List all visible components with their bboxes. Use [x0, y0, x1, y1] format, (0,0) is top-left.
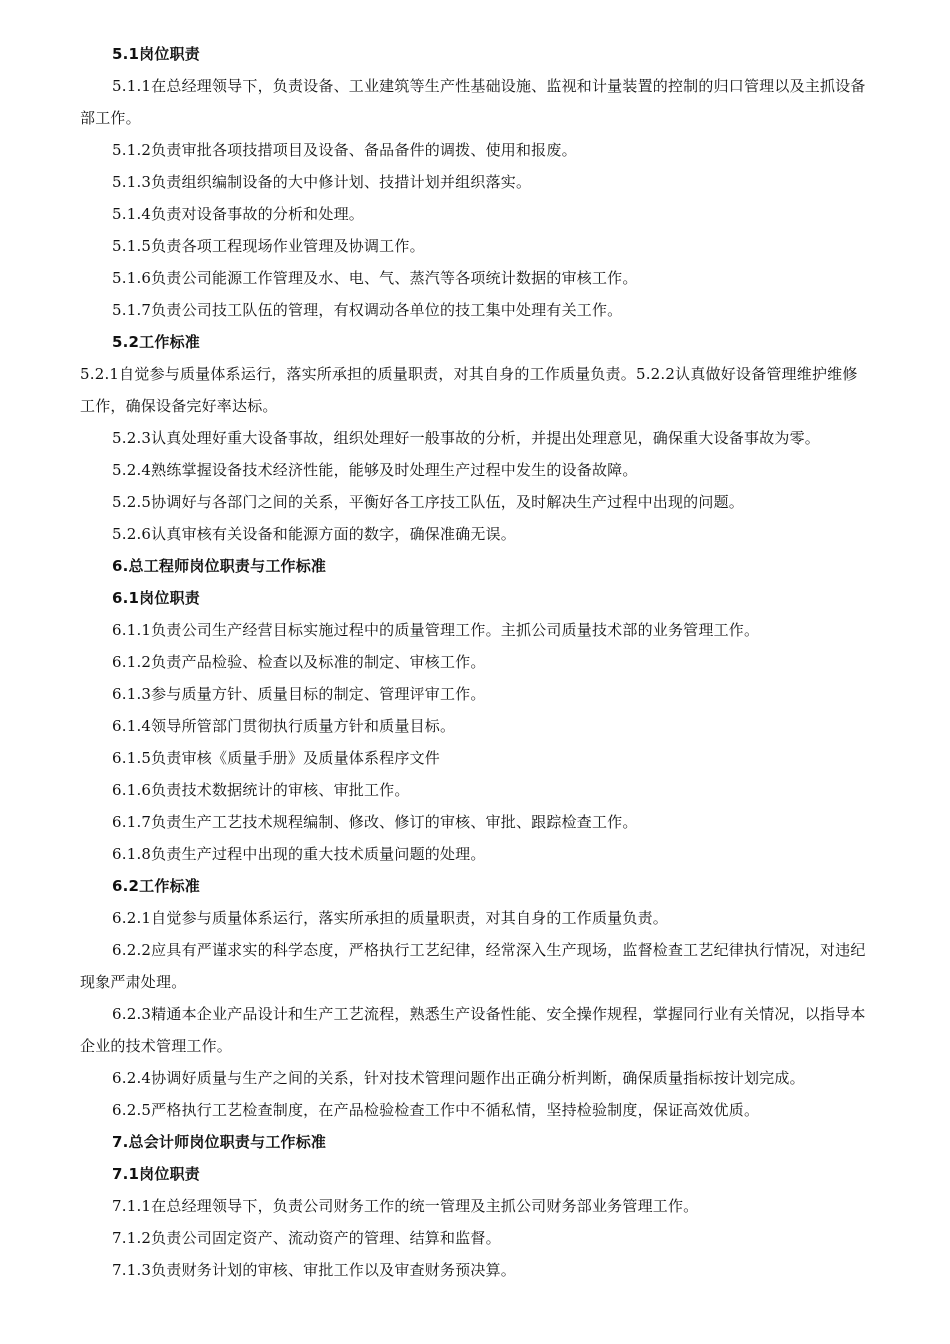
- paragraph: 6.2.2应具有严谨求实的科学态度，严格执行工艺纪律，经常深入生产现场，监督检查工艺纪律执行情况，对违纪现象严肃处理。: [80, 941, 866, 991]
- paragraph: 6.1.5负责审核《质量手册》及质量体系程序文件: [112, 749, 440, 767]
- paragraph: 5.1.4负责对设备事故的分析和处理。: [112, 205, 364, 223]
- paragraph: 6.2.3精通本企业产品设计和生产工艺流程，熟悉生产设备性能、安全操作规程，掌握同行业有关情况，以指导本企业的技术管理工作。: [80, 1005, 866, 1055]
- paragraph: 7.1.3负责财务计划的审核、审批工作以及审查财务预决算。: [112, 1261, 516, 1279]
- paragraph: 6.1.7负责生产工艺技术规程编制、修改、修订的审核、审批、跟踪检查工作。: [112, 813, 638, 831]
- paragraph: 5.1.5负责各项工程现场作业管理及协调工作。: [112, 237, 425, 255]
- paragraph: 5.1.6负责公司能源工作管理及水、电、气、蒸汽等各项统计数据的审核工作。: [112, 269, 638, 287]
- paragraph: 5.1.7负责公司技工队伍的管理，有权调动各单位的技工集中处理有关工作。: [112, 301, 623, 319]
- section-heading: 7.1岗位职责: [112, 1165, 200, 1183]
- paragraph: 6.1.8负责生产过程中出现的重大技术质量问题的处理。: [112, 845, 486, 863]
- paragraph: 7.1.1在总经理领导下，负责公司财务工作的统一管理及主抓公司财务部业务管理工作。: [112, 1197, 699, 1215]
- paragraph: 5.2.4熟练掌握设备技术经济性能，能够及时处理生产过程中发生的设备故障。: [112, 461, 638, 479]
- section-heading: 7.总会计师岗位职责与工作标准: [112, 1133, 327, 1151]
- paragraph: 5.1.3负责组织编制设备的大中修计划、技措计划并组织落实。: [112, 173, 532, 191]
- paragraph: 5.1.1在总经理领导下，负责设备、工业建筑等生产性基础设施、监视和计量装置的控制的归口管理以及主抓设备部工作。: [80, 77, 866, 127]
- paragraph: 5.2.5协调好与各部门之间的关系，平衡好各工序技工队伍，及时解决生产过程中出现的问题。: [112, 493, 744, 511]
- section-heading: 6.2工作标准: [112, 877, 200, 895]
- section-heading: 5.1岗位职责: [112, 45, 200, 63]
- paragraph: 6.1.6负责技术数据统计的审核、审批工作。: [112, 781, 410, 799]
- paragraph: 6.2.1自觉参与质量体系运行，落实所承担的质量职责，对其自身的工作质量负责。: [112, 909, 668, 927]
- paragraph: 5.2.1自觉参与质量体系运行，落实所承担的质量职责，对其自身的工作质量负责。5.2.2认真做好设备管理维护维修工作，确保设备完好率达标。: [80, 365, 858, 415]
- paragraph: 6.1.3参与质量方针、质量目标的制定、管理评审工作。: [112, 685, 486, 703]
- paragraph: 6.2.5严格执行工艺检查制度，在产品检验检查工作中不循私情，坚持检验制度，保证高效优质。: [112, 1101, 760, 1119]
- section-heading: 6.总工程师岗位职责与工作标准: [112, 557, 327, 575]
- paragraph: 6.1.4领导所管部门贯彻执行质量方针和质量目标。: [112, 717, 456, 735]
- section-heading: 6.1岗位职责: [112, 589, 200, 607]
- paragraph: 5.1.2负责审批各项技措项目及设备、备品备件的调拨、使用和报废。: [112, 141, 577, 159]
- paragraph: 6.2.4协调好质量与生产之间的关系，针对技术管理问题作出正确分析判断，确保质量指标按计划完成。: [112, 1069, 805, 1087]
- paragraph: 6.1.1负责公司生产经营目标实施过程中的质量管理工作。主抓公司质量技术部的业务管理工作。: [112, 621, 760, 639]
- paragraph: 5.2.6认真审核有关设备和能源方面的数字，确保准确无误。: [112, 525, 516, 543]
- paragraph: 6.1.2负责产品检验、检查以及标准的制定、审核工作。: [112, 653, 486, 671]
- section-heading: 5.2工作标准: [112, 333, 200, 351]
- document-page: [80, 38, 872, 1286]
- paragraph: 5.2.3认真处理好重大设备事故，组织处理好一般事故的分析，并提出处理意见，确保重大设备事故为零。: [112, 429, 820, 447]
- paragraph: 7.1.2负责公司固定资产、流动资产的管理、结算和监督。: [112, 1229, 501, 1247]
